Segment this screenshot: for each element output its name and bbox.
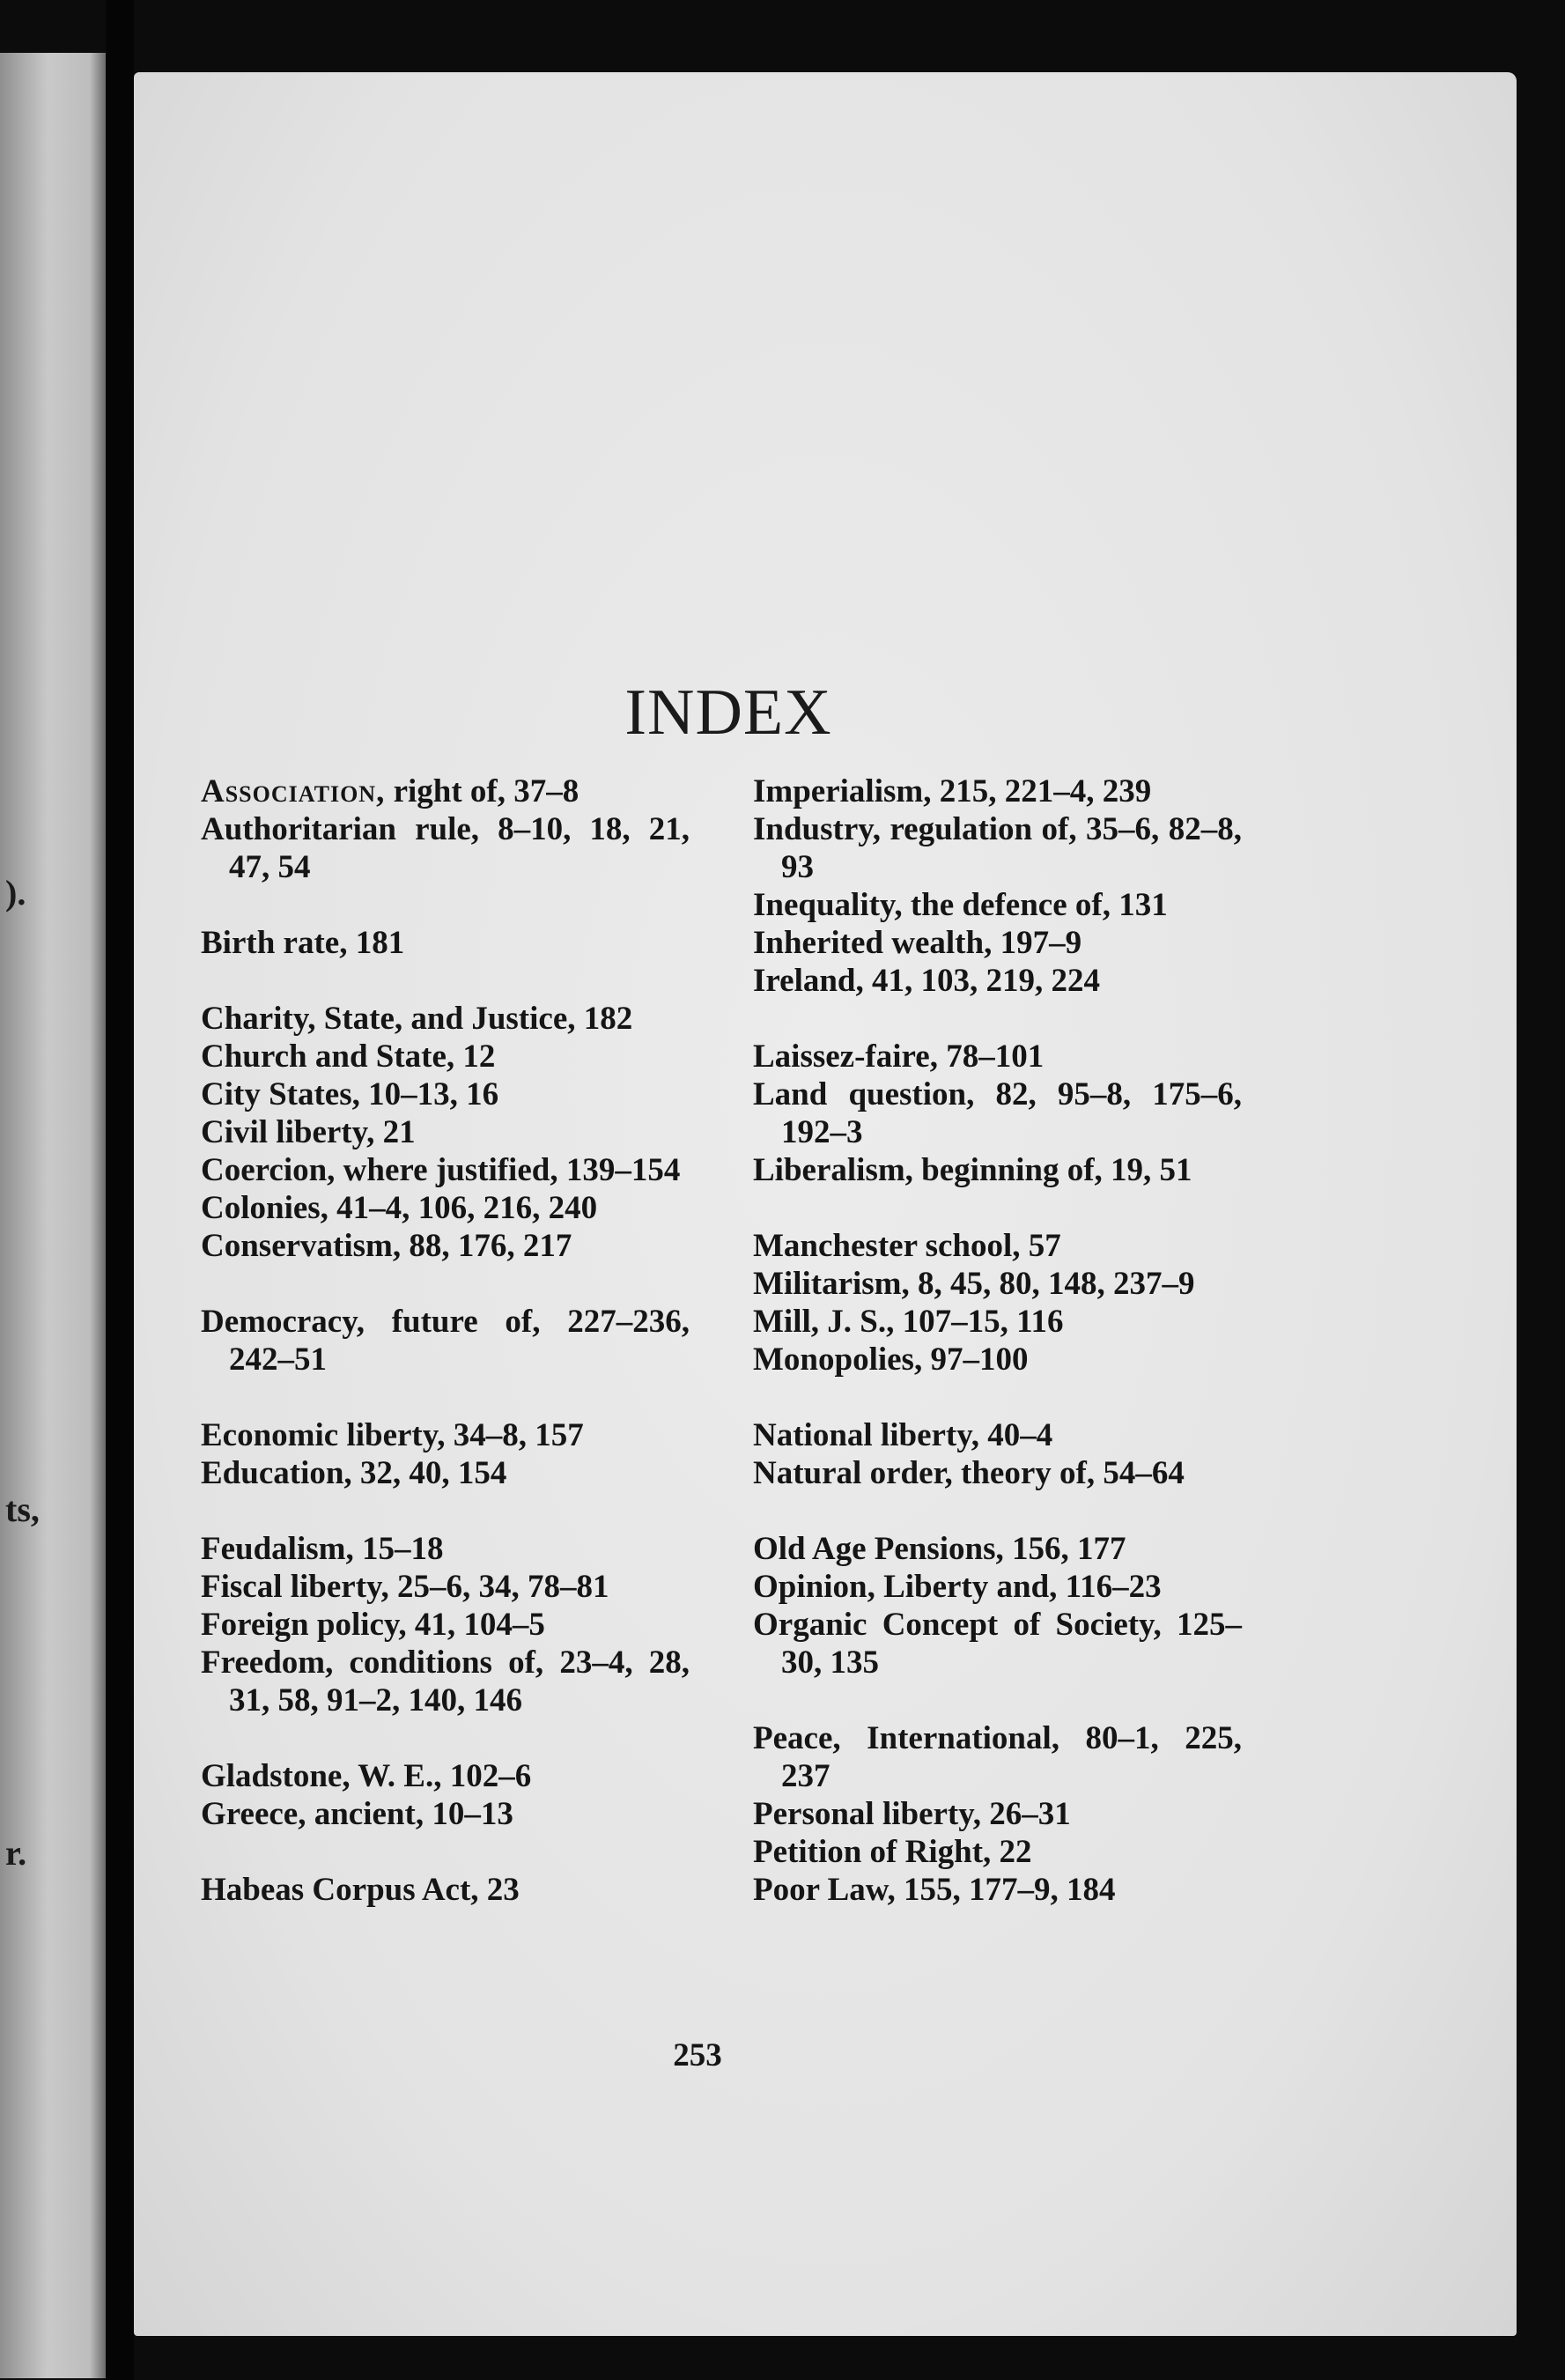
previous-page-fragment: ). — [5, 873, 26, 913]
index-entry-text: Industry, regulation of, 35–6, 82–8, 93 — [753, 811, 1242, 885]
index-entry-text: Militarism, 8, 45, 80, 148, 237–9 — [753, 1266, 1195, 1302]
index-entry — [753, 1871, 1242, 1909]
index-entry — [753, 962, 1242, 1000]
index-entry-text: Authoritarian rule, 8–10, 18, 21, 47, 54 — [201, 811, 690, 885]
index-entry-text: Civil liberty, 21 — [201, 1114, 416, 1150]
index-entry-text: Land question, 82, 95–8, 175–6, 192–3 — [753, 1076, 1242, 1150]
index-entry-text: Gladstone, W. E., 102–6 — [201, 1758, 532, 1794]
index-entry-text: Habeas Corpus Act, 23 — [201, 1872, 520, 1908]
index-entry — [201, 1000, 690, 1038]
index-entry-text: Greece, ancient, 10–13 — [201, 1796, 513, 1832]
index-entry — [753, 1341, 1242, 1378]
index-entry — [753, 1454, 1242, 1492]
index-entry — [201, 1189, 690, 1227]
index-entry-text: Natural order, theory of, 54–64 — [753, 1455, 1185, 1491]
index-entry-text: Manchester school, 57 — [753, 1228, 1061, 1264]
index-entry-text: National liberty, 40–4 — [753, 1417, 1053, 1453]
index-entry — [201, 1871, 690, 1909]
index-entry — [753, 1606, 1242, 1682]
index-entry-text: Feudalism, 15–18 — [201, 1531, 444, 1567]
index-column-right — [753, 772, 1242, 1909]
page-number: 253 — [673, 2037, 722, 2073]
index-column-left — [201, 772, 690, 1909]
index-entry-text: Organic Concept of Society, 125–30, 135 — [753, 1607, 1242, 1681]
previous-page-edge — [0, 53, 106, 2378]
index-entry-text: Poor Law, 155, 177–9, 184 — [753, 1872, 1116, 1908]
index-entry-text: Opinion, Liberty and, 116–23 — [753, 1569, 1162, 1605]
index-entry — [201, 1416, 690, 1454]
index-entry — [753, 1795, 1242, 1833]
index-entry — [753, 1151, 1242, 1189]
index-entry — [753, 1719, 1242, 1795]
index-entry — [753, 772, 1242, 810]
index-entry — [201, 1038, 690, 1075]
index-entry-headword: Association, — [201, 773, 386, 809]
index-entry — [753, 886, 1242, 924]
index-entry — [753, 810, 1242, 886]
index-entry — [201, 1795, 690, 1833]
index-entry-text: Petition of Right, 22 — [753, 1834, 1032, 1870]
index-entry — [753, 1530, 1242, 1568]
index-entry-text: Charity, State, and Justice, 182 — [201, 1001, 633, 1037]
index-entry-text: Old Age Pensions, 156, 177 — [753, 1531, 1126, 1567]
index-entry — [201, 1303, 690, 1378]
index-entry — [753, 1038, 1242, 1075]
index-entry — [201, 1644, 690, 1719]
index-entry-text: City States, 10–13, 16 — [201, 1076, 499, 1112]
index-entry-text: Birth rate, 181 — [201, 925, 405, 961]
page-title: INDEX — [624, 676, 832, 749]
index-entry-text: Church and State, 12 — [201, 1038, 496, 1075]
index-entry — [201, 924, 690, 962]
index-entry-text: right of, 37–8 — [393, 773, 579, 809]
index-entry-text: Freedom, conditions of, 23–4, 28, 31, 58, 91–2, 140, 146 — [201, 1645, 690, 1718]
index-entry-text: Foreign policy, 41, 104–5 — [201, 1607, 545, 1643]
index-entry-text: Liberalism, beginning of, 19, 51 — [753, 1152, 1192, 1188]
index-page — [134, 72, 1517, 2336]
index-entry — [753, 1568, 1242, 1606]
index-entry-text: Democracy, future of, 227–236, 242–51 — [201, 1304, 690, 1378]
index-entry — [201, 772, 690, 810]
index-entry-text: Coercion, where justified, 139–154 — [201, 1152, 681, 1188]
book-gutter — [106, 0, 134, 2380]
index-entry — [201, 1151, 690, 1189]
index-entry — [753, 1416, 1242, 1454]
index-entry — [201, 1568, 690, 1606]
index-entry-text: Mill, J. S., 107–15, 116 — [753, 1304, 1064, 1340]
index-entry-text: Economic liberty, 34–8, 157 — [201, 1417, 584, 1453]
index-entry — [201, 1606, 690, 1644]
index-entry-text: Peace, International, 80–1, 225, 237 — [753, 1720, 1242, 1794]
index-entry — [753, 1227, 1242, 1265]
index-entry — [201, 1113, 690, 1151]
index-entry-text: Laissez-faire, 78–101 — [753, 1038, 1045, 1075]
index-entry-text: Education, 32, 40, 154 — [201, 1455, 507, 1491]
index-entry — [201, 810, 690, 886]
previous-page-fragment: r. — [5, 1833, 27, 1873]
index-entry-text: Conservatism, 88, 176, 217 — [201, 1228, 572, 1264]
index-entry — [201, 1075, 690, 1113]
index-entry — [201, 1227, 690, 1265]
index-entry — [753, 1303, 1242, 1341]
index-entry-text: Ireland, 41, 103, 219, 224 — [753, 963, 1101, 999]
index-entry — [753, 1833, 1242, 1871]
index-entry — [753, 1075, 1242, 1151]
index-entry-text: Monopolies, 97–100 — [753, 1342, 1029, 1378]
index-entry-text: Inequality, the defence of, 131 — [753, 887, 1168, 923]
index-entry-text: Colonies, 41–4, 106, 216, 240 — [201, 1190, 598, 1226]
index-entry — [753, 1265, 1242, 1303]
index-entry-text: Inherited wealth, 197–9 — [753, 925, 1082, 961]
index-entry — [753, 924, 1242, 962]
index-entry-text: Personal liberty, 26–31 — [753, 1796, 1071, 1832]
index-entry-text: Imperialism, 215, 221–4, 239 — [753, 773, 1152, 809]
index-entry — [201, 1530, 690, 1568]
index-entry-text: Fiscal liberty, 25–6, 34, 78–81 — [201, 1569, 609, 1605]
previous-page-fragment: ts, — [5, 1489, 40, 1529]
index-entry — [201, 1757, 690, 1795]
index-entry — [201, 1454, 690, 1492]
